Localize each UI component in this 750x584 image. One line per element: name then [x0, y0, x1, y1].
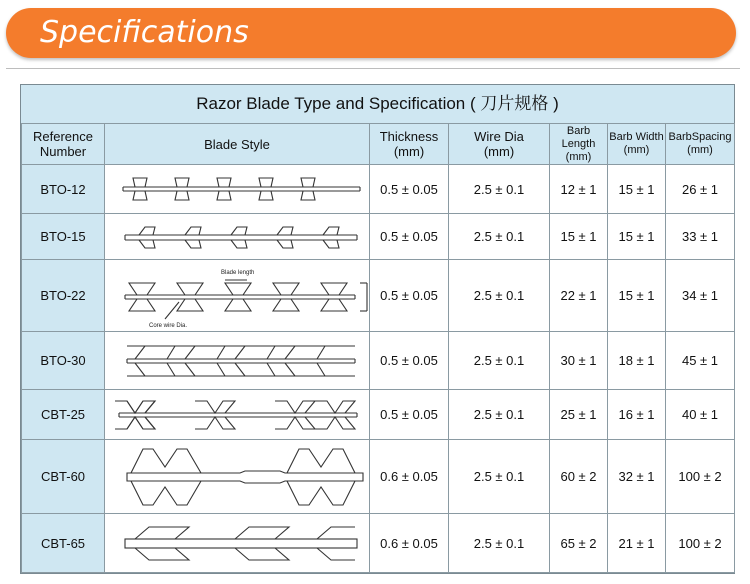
table-row: [22, 260, 735, 332]
table-row: [22, 390, 735, 440]
thickness-value: 0.5 ± 0.05: [370, 390, 449, 440]
thickness-value: 0.5 ± 0.05: [370, 165, 449, 214]
reference-number: BTO-30: [22, 332, 105, 390]
reference-number: CBT-60: [22, 440, 105, 514]
wire-dia-value: 2.5 ± 0.1: [449, 165, 550, 214]
divider: [6, 68, 740, 69]
wire-dia-value: 2.5 ± 0.1: [449, 332, 550, 390]
blade-length-label: Blade length: [221, 269, 255, 276]
barb-width-value: 15 ± 1: [608, 260, 666, 332]
header-wire-dia: Wire Dia (mm): [449, 124, 550, 165]
blade-style-cbt-60: [105, 440, 370, 514]
barb-spacing-value: 45 ± 1: [666, 332, 735, 390]
specifications-banner: [6, 8, 736, 58]
thickness-value: 0.5 ± 0.05: [370, 332, 449, 390]
blade-style-bto-12: [105, 165, 370, 214]
wire-dia-value: 2.5 ± 0.1: [449, 214, 550, 260]
table-row: [22, 332, 735, 390]
header-barb-length: Barb Length (mm): [550, 124, 608, 165]
barb-spacing-value: 100 ± 2: [666, 440, 735, 514]
blade-style-cbt-65: [105, 514, 370, 573]
thickness-value: 0.5 ± 0.05: [370, 260, 449, 332]
blade-style-bto-22: [105, 260, 370, 332]
wire-dia-value: 2.5 ± 0.1: [449, 440, 550, 514]
table-row: [22, 514, 735, 573]
table-row: [22, 440, 735, 514]
spec-table: [21, 123, 735, 573]
barb-length-value: 65 ± 2: [550, 514, 608, 573]
barb-spacing-value: 40 ± 1: [666, 390, 735, 440]
table-title: Razor Blade Type and Specification ( 刀片规格 ): [196, 94, 559, 113]
barb-length-value: 25 ± 1: [550, 390, 608, 440]
header-blade-style: Blade Style: [105, 124, 370, 165]
header-barb-width: Barb Width (mm): [608, 124, 666, 165]
barb-width-value: 15 ± 1: [608, 214, 666, 260]
barb-width-value: 18 ± 1: [608, 332, 666, 390]
barb-spacing-value: 33 ± 1: [666, 214, 735, 260]
barb-width-value: 16 ± 1: [608, 390, 666, 440]
thickness-value: 0.5 ± 0.05: [370, 214, 449, 260]
reference-number: CBT-25: [22, 390, 105, 440]
barb-length-value: 15 ± 1: [550, 214, 608, 260]
reference-number: BTO-22: [22, 260, 105, 332]
wire-dia-value: 2.5 ± 0.1: [449, 514, 550, 573]
barb-length-value: 60 ± 2: [550, 440, 608, 514]
barb-width-value: 15 ± 1: [608, 165, 666, 214]
reference-number: BTO-12: [22, 165, 105, 214]
header-reference-number: Reference Number: [22, 124, 105, 165]
barb-length-value: 22 ± 1: [550, 260, 608, 332]
table-row: [22, 165, 735, 214]
barb-spacing-value: 26 ± 1: [666, 165, 735, 214]
reference-number: BTO-15: [22, 214, 105, 260]
core-wire-label: Core wire Dia.: [149, 322, 188, 329]
wire-dia-value: 2.5 ± 0.1: [449, 260, 550, 332]
header-row: [22, 124, 735, 165]
header-barb-spacing: BarbSpacing (mm): [666, 124, 735, 165]
thickness-value: 0.6 ± 0.05: [370, 514, 449, 573]
header-thickness: Thickness (mm): [370, 124, 449, 165]
blade-style-bto-15: [105, 214, 370, 260]
wire-dia-value: 2.5 ± 0.1: [449, 390, 550, 440]
reference-number: CBT-65: [22, 514, 105, 573]
barb-width-value: 21 ± 1: [608, 514, 666, 573]
blade-style-cbt-25: [105, 390, 370, 440]
blade-style-bto-30: [105, 332, 370, 390]
table-row: [22, 214, 735, 260]
barb-length-value: 12 ± 1: [550, 165, 608, 214]
barb-spacing-value: 100 ± 2: [666, 514, 735, 573]
banner-title: Specifications: [40, 15, 249, 50]
barb-width-value: 32 ± 1: [608, 440, 666, 514]
barb-length-value: 30 ± 1: [550, 332, 608, 390]
barb-spacing-value: 34 ± 1: [666, 260, 735, 332]
thickness-value: 0.6 ± 0.05: [370, 440, 449, 514]
spec-table-frame: [20, 84, 735, 574]
